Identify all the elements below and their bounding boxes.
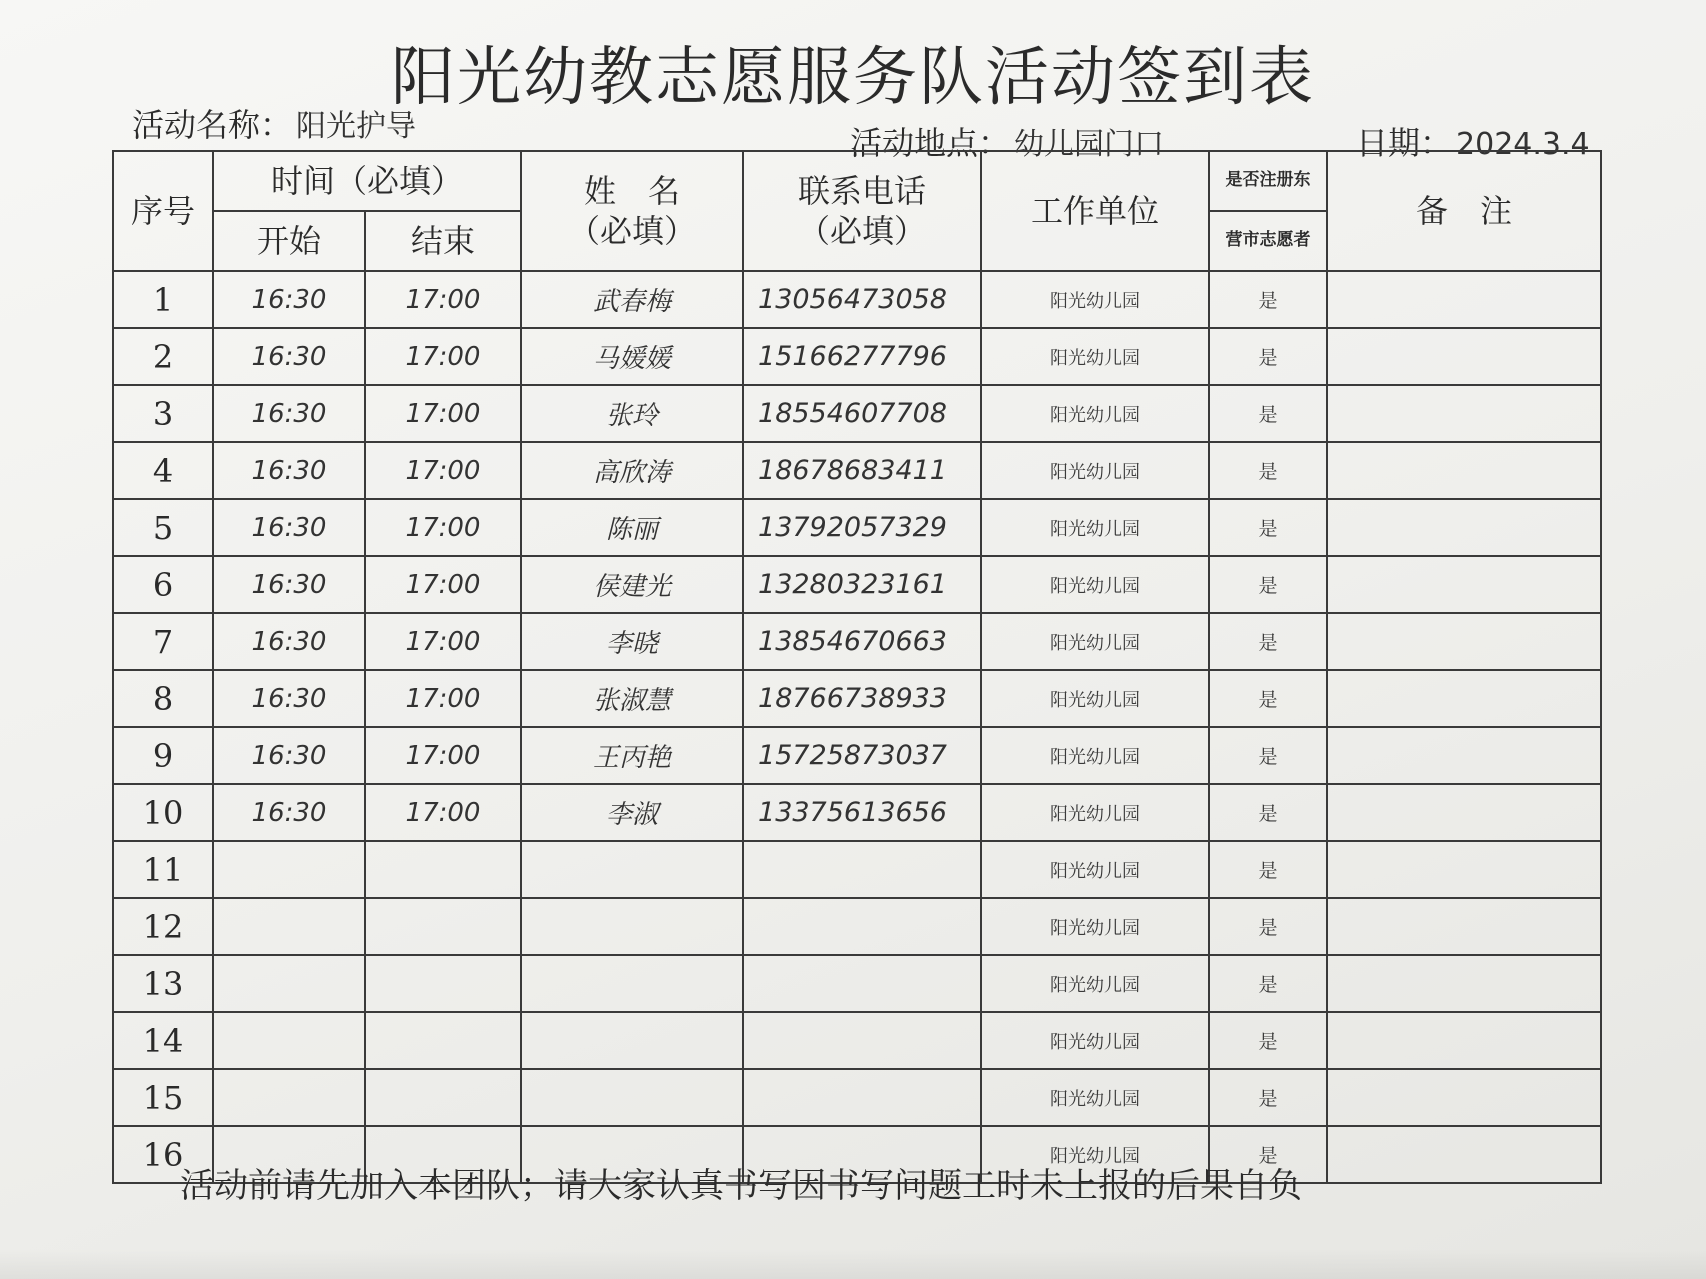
phone-number: 15166277796 <box>743 328 981 385</box>
work-unit: 阳光幼儿园 <box>981 1069 1209 1126</box>
volunteer-name: 陈丽 <box>521 499 743 556</box>
header-unit: 工作单位 <box>981 151 1209 271</box>
registered-status: 是 <box>1209 613 1327 670</box>
header-end: 结束 <box>365 211 521 271</box>
remark-cell <box>1327 556 1601 613</box>
registered-status: 是 <box>1209 898 1327 955</box>
paper-shadow <box>0 1249 1706 1279</box>
remark-cell <box>1327 898 1601 955</box>
remark-cell <box>1327 613 1601 670</box>
remark-cell <box>1327 442 1601 499</box>
registered-status: 是 <box>1209 727 1327 784</box>
work-unit: 阳光幼儿园 <box>981 670 1209 727</box>
table-row <box>113 385 1601 442</box>
table-row <box>113 613 1601 670</box>
start-time: 16:30 <box>213 727 365 784</box>
end-time <box>365 841 521 898</box>
registered-status: 是 <box>1209 1069 1327 1126</box>
row-number: 6 <box>113 556 213 613</box>
registered-status: 是 <box>1209 1126 1327 1183</box>
start-time: 16:30 <box>213 328 365 385</box>
volunteer-name <box>521 1069 743 1126</box>
end-time: 17:00 <box>365 670 521 727</box>
registered-status: 是 <box>1209 499 1327 556</box>
volunteer-name <box>521 898 743 955</box>
start-time <box>213 1012 365 1069</box>
phone-number: 18766738933 <box>743 670 981 727</box>
end-time <box>365 955 521 1012</box>
work-unit: 阳光幼儿园 <box>981 613 1209 670</box>
volunteer-name: 马媛媛 <box>521 328 743 385</box>
row-number: 13 <box>113 955 213 1012</box>
end-time <box>365 1012 521 1069</box>
phone-number <box>743 841 981 898</box>
row-number: 9 <box>113 727 213 784</box>
remark-cell <box>1327 385 1601 442</box>
table-row <box>113 784 1601 841</box>
end-time: 17:00 <box>365 727 521 784</box>
row-number: 11 <box>113 841 213 898</box>
work-unit: 阳光幼儿园 <box>981 328 1209 385</box>
row-number: 16 <box>113 1126 213 1183</box>
start-time <box>213 955 365 1012</box>
header-start: 开始 <box>213 211 365 271</box>
registered-status: 是 <box>1209 670 1327 727</box>
header-remark: 备 注 <box>1327 151 1601 271</box>
phone-number: 13375613656 <box>743 784 981 841</box>
work-unit: 阳光幼儿园 <box>981 784 1209 841</box>
table-row <box>113 556 1601 613</box>
header-name-label: 姓 名 <box>584 172 681 210</box>
end-time: 17:00 <box>365 442 521 499</box>
page-title: 阳光幼教志愿服务队活动签到表 <box>391 41 1315 115</box>
sign-in-table <box>112 150 1602 1184</box>
registered-status: 是 <box>1209 841 1327 898</box>
volunteer-name: 武春梅 <box>521 271 743 328</box>
row-number: 10 <box>113 784 213 841</box>
phone-number: 13280323161 <box>743 556 981 613</box>
start-time: 16:30 <box>213 784 365 841</box>
end-time: 17:00 <box>365 556 521 613</box>
end-time: 17:00 <box>365 499 521 556</box>
table-row <box>113 898 1601 955</box>
start-time <box>213 898 365 955</box>
remark-cell <box>1327 1069 1601 1126</box>
volunteer-name: 李淑 <box>521 784 743 841</box>
remark-cell <box>1327 670 1601 727</box>
registered-status: 是 <box>1209 1012 1327 1069</box>
end-time: 17:00 <box>365 784 521 841</box>
registered-status: 是 <box>1209 271 1327 328</box>
start-time <box>213 841 365 898</box>
start-time: 16:30 <box>213 556 365 613</box>
table-row <box>113 1069 1601 1126</box>
header-no: 序号 <box>113 151 213 271</box>
remark-cell <box>1327 1012 1601 1069</box>
activity-date-label: 日期： <box>1356 124 1453 162</box>
registered-status: 是 <box>1209 385 1327 442</box>
work-unit: 阳光幼儿园 <box>981 955 1209 1012</box>
footer-notice: 活动前请先加入本团队；请大家认真书写因书写问题工时未上报的后果自负 <box>180 1166 1302 1206</box>
phone-number: 18554607708 <box>743 385 981 442</box>
table-row <box>113 442 1601 499</box>
phone-number: 18678683411 <box>743 442 981 499</box>
header-registered-top: 是否注册东 <box>1209 151 1327 211</box>
start-time: 16:30 <box>213 442 365 499</box>
start-time: 16:30 <box>213 385 365 442</box>
registered-status: 是 <box>1209 955 1327 1012</box>
table-row <box>113 499 1601 556</box>
start-time: 16:30 <box>213 613 365 670</box>
header-name <box>521 151 743 271</box>
end-time: 17:00 <box>365 613 521 670</box>
table-row <box>113 1012 1601 1069</box>
start-time <box>213 1069 365 1126</box>
activity-name-line <box>132 100 416 146</box>
volunteer-name: 王丙艳 <box>521 727 743 784</box>
table-row <box>113 328 1601 385</box>
phone-number: 13056473058 <box>743 271 981 328</box>
work-unit: 阳光幼儿园 <box>981 385 1209 442</box>
phone-number: 13854670663 <box>743 613 981 670</box>
end-time <box>365 1069 521 1126</box>
end-time: 17:00 <box>365 328 521 385</box>
header-name-required: （必填） <box>568 212 697 250</box>
header-phone-label: 联系电话 <box>798 172 927 210</box>
work-unit: 阳光幼儿园 <box>981 898 1209 955</box>
remark-cell <box>1327 955 1601 1012</box>
phone-number: 15725873037 <box>743 727 981 784</box>
row-number: 5 <box>113 499 213 556</box>
remark-cell <box>1327 328 1601 385</box>
work-unit: 阳光幼儿园 <box>981 442 1209 499</box>
start-time: 16:30 <box>213 499 365 556</box>
end-time: 17:00 <box>365 271 521 328</box>
header-phone <box>743 151 981 271</box>
remark-cell <box>1327 784 1601 841</box>
volunteer-name <box>521 1012 743 1069</box>
phone-number <box>743 1012 981 1069</box>
phone-number: 13792057329 <box>743 499 981 556</box>
row-number: 1 <box>113 271 213 328</box>
phone-number <box>743 1069 981 1126</box>
volunteer-name: 李晓 <box>521 613 743 670</box>
start-time: 16:30 <box>213 271 365 328</box>
registered-status: 是 <box>1209 328 1327 385</box>
header-phone-required: （必填） <box>798 212 927 250</box>
table-row <box>113 271 1601 328</box>
volunteer-name <box>521 955 743 1012</box>
table-row <box>113 727 1601 784</box>
row-number: 3 <box>113 385 213 442</box>
work-unit: 阳光幼儿园 <box>981 1126 1209 1183</box>
remark-cell <box>1327 1126 1601 1183</box>
phone-number <box>743 955 981 1012</box>
header-registered-bottom: 营市志愿者 <box>1209 211 1327 271</box>
row-number: 8 <box>113 670 213 727</box>
end-time <box>365 898 521 955</box>
row-number: 12 <box>113 898 213 955</box>
work-unit: 阳光幼儿园 <box>981 841 1209 898</box>
header-time: 时间（必填） <box>213 151 521 211</box>
volunteer-name: 张玲 <box>521 385 743 442</box>
row-number: 2 <box>113 328 213 385</box>
activity-name-value: 阳光护导 <box>296 109 417 144</box>
activity-name-label: 活动名称： <box>132 106 293 144</box>
work-unit: 阳光幼儿园 <box>981 499 1209 556</box>
volunteer-name: 高欣涛 <box>521 442 743 499</box>
row-number: 4 <box>113 442 213 499</box>
work-unit: 阳光幼儿园 <box>981 727 1209 784</box>
remark-cell <box>1327 499 1601 556</box>
work-unit: 阳光幼儿园 <box>981 556 1209 613</box>
end-time: 17:00 <box>365 385 521 442</box>
table-row <box>113 955 1601 1012</box>
remark-cell <box>1327 727 1601 784</box>
registered-status: 是 <box>1209 784 1327 841</box>
work-unit: 阳光幼儿园 <box>981 1012 1209 1069</box>
remark-cell <box>1327 841 1601 898</box>
work-unit: 阳光幼儿园 <box>981 271 1209 328</box>
activity-location-value: 幼儿园门口 <box>1014 127 1165 162</box>
start-time: 16:30 <box>213 670 365 727</box>
row-number: 14 <box>113 1012 213 1069</box>
table-row <box>113 841 1601 898</box>
table-row <box>113 670 1601 727</box>
activity-date-value: 2024.3.4 <box>1456 127 1590 162</box>
remark-cell <box>1327 271 1601 328</box>
registered-status: 是 <box>1209 556 1327 613</box>
row-number: 7 <box>113 613 213 670</box>
registered-status: 是 <box>1209 442 1327 499</box>
volunteer-name <box>521 841 743 898</box>
activity-location-label: 活动地点： <box>850 124 1011 162</box>
volunteer-name: 张淑慧 <box>521 670 743 727</box>
volunteer-name: 侯建光 <box>521 556 743 613</box>
row-number: 15 <box>113 1069 213 1126</box>
phone-number <box>743 898 981 955</box>
